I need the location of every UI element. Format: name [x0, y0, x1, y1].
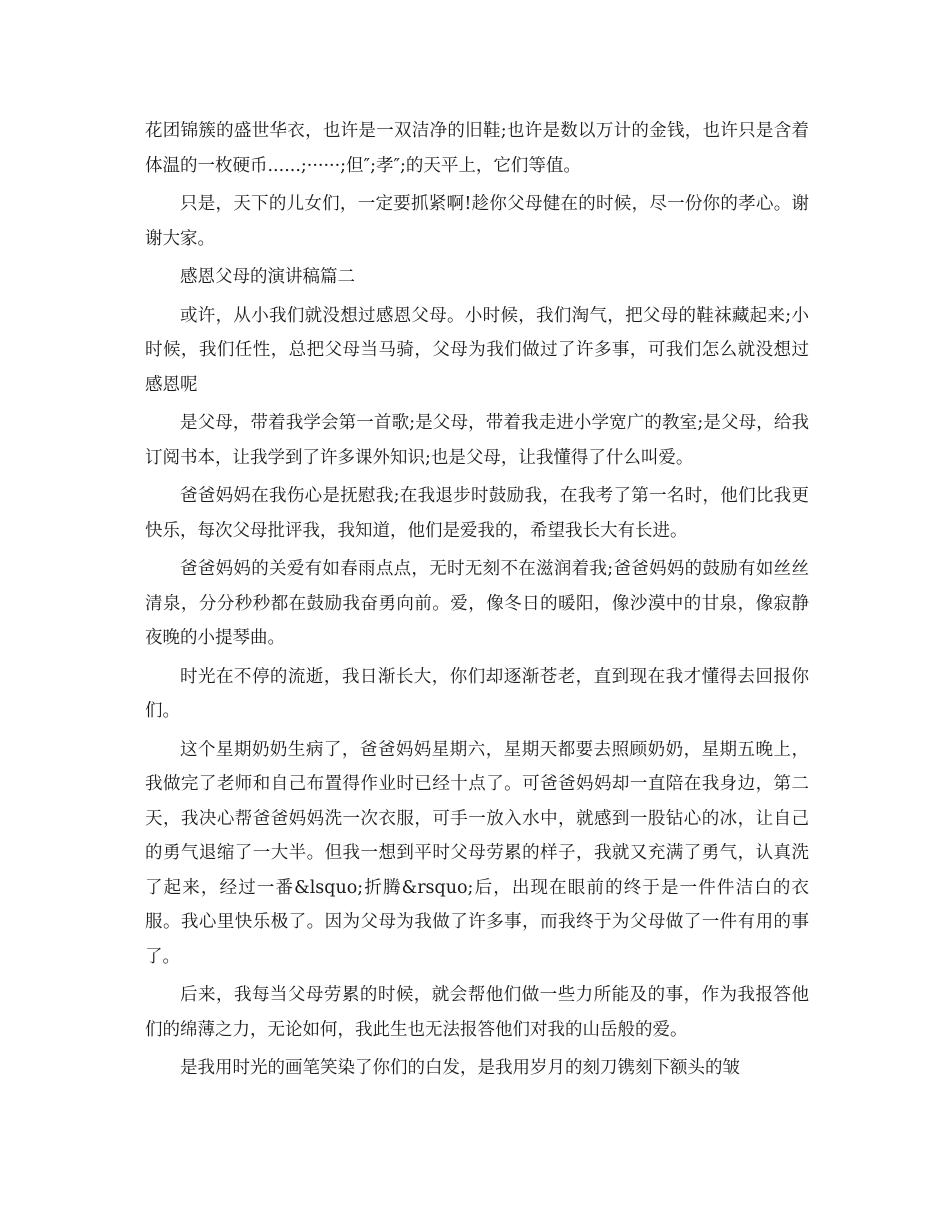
section-heading: 感恩父母的演讲稿篇二 — [180, 267, 355, 287]
paragraph-1: 花团锦簇的盛世华衣，也许是一双洁净的旧鞋;也许是数以万计的金钱，也许只是含着体温的一枚硬币......;······;但″;孝″;的天平上，它们等值。 — [145, 121, 809, 176]
paragraph-5: 是父母，带着我学会第一首歌;是父母，带着我走进小学宽广的教室;是父母，给我订阅书本，让我学到了许多课外知识;也是父母，让我懂得了什么叫爱。 — [145, 413, 809, 468]
paragraph-7: 爸爸妈妈的关爱有如春雨点点，无时无刻不在滋润着我;爸爸妈妈的鼓励有如丝丝清泉，分分秒秒都在鼓励我奋勇向前。爱，像冬日的暖阳，像沙漠中的甘泉，像寂静夜晚的小提琴曲。 — [145, 559, 809, 648]
paragraph-10: 后来，我每当父母劳累的时候，就会帮他们做一些力所能及的事，作为我报答他们的绵薄之力，无论如何，我此生也无法报答他们对我的山岳般的爱。 — [145, 985, 809, 1040]
paragraph-4: 或许，从小我们就没想过感恩父母。小时候，我们淘气，把父母的鞋袜藏起来;小时候，我们任性，总把父母当马骑，父母为我们做过了许多事，可我们怎么就没想过感恩呢 — [145, 305, 809, 395]
paragraph-6: 爸爸妈妈在我伤心是抚慰我;在我退步时鼓励我，在我考了第一名时，他们比我更快乐，每次父母批评我，我知道，他们是爱我的，希望我长大有长进。 — [145, 486, 809, 541]
document-body — [145, 114, 809, 1090]
paragraph-11: 是我用时光的画笔笑染了你们的白发，是我用岁月的刻刀镌刻下额头的皱 — [180, 1058, 740, 1078]
paragraph-8: 时光在不停的流逝，我日渐长大，你们却逐渐苍老，直到现在我才懂得去回报你们。 — [145, 666, 809, 721]
paragraph-9: 这个星期奶奶生病了，爸爸妈妈星期六，星期天都要去照顾奶奶，星期五晚上，我做完了老师和自己布置得作业时已经十点了。可爸爸妈妈却一直陪在我身边，第二天，我决心帮爸爸妈妈洗一次衣服，可手一放入水中，就感到一股钻心的冰，让自己的勇气退缩了一大半。但我一想到平时父母劳累的样子，我就又充满了勇气，认真洗了起来，经过一番&lsquo;折腾&rsquo;后，出现在眼前的终于是一件件洁白的衣服。我心里快乐极了。因为父母为我做了许多事，而我终于为父母做了一件有用的事了。 — [145, 739, 809, 967]
paragraph-2: 只是，天下的儿女们，一定要抓紧啊!趁你父母健在的时候，尽一份你的孝心。谢谢大家。 — [145, 194, 809, 249]
